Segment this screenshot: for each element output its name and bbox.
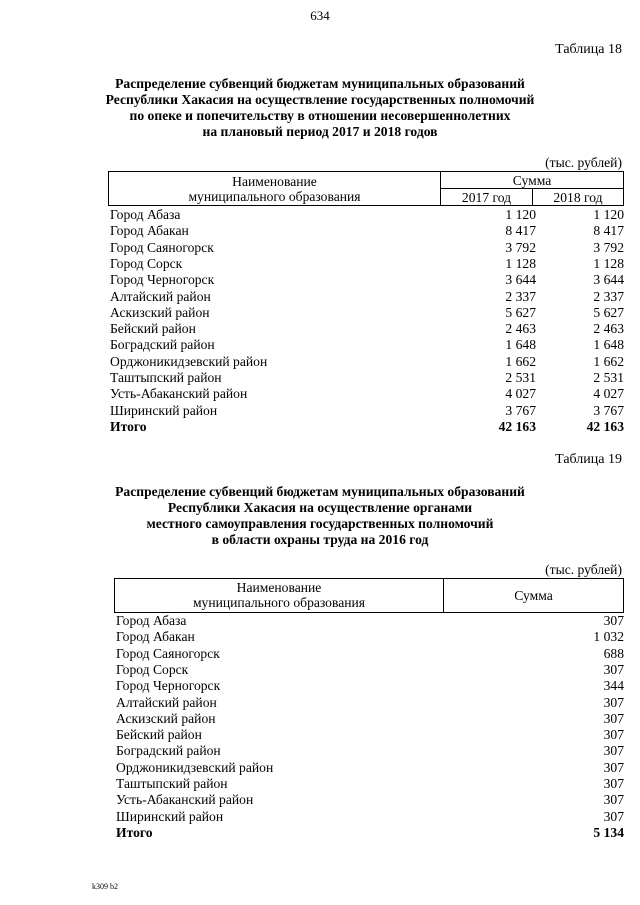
row-name: Город Саяногорск [110,239,214,255]
row-value: 307 [603,808,624,824]
row-name: Итого [110,418,147,434]
row-value-2017: 42 163 [498,418,536,434]
table19-top-rule [114,578,624,579]
table18-header-2018: 2018 год [553,190,603,205]
row-name: Итого [116,824,153,840]
row-value-2018: 1 120 [593,207,624,222]
row-name: Город Сорск [110,255,183,271]
table19-title-line: местного самоуправления государственных полномочий [146,516,494,531]
row-name: Боградский район [110,337,215,353]
table18-header-2017: 2017 год [461,190,512,205]
row-value-2017: 8 417 [505,223,536,239]
table19-title-line: в области охраны труда на 2016 год [211,532,429,547]
row-name: Бейский район [110,321,196,337]
row-value-2018: 3 792 [593,239,624,255]
table19-row [114,743,624,759]
row-value: 307 [603,613,624,628]
table19-row [114,662,624,678]
row-value-2018: 42 163 [586,418,624,434]
row-value-2018: 3 644 [593,272,624,288]
row-name: Город Абаза [116,613,187,628]
row-value: 5 134 [593,824,624,840]
table18-row [108,370,624,386]
header-name-line1: Наименование [232,174,317,189]
table19-row [114,809,624,825]
table19-header-sum: Сумма [514,588,553,603]
table18-header-name [109,174,440,204]
row-value: 1 032 [593,629,624,645]
table19-row [114,792,624,808]
row-value-2018: 3 767 [593,402,624,418]
table19-row [114,646,624,662]
table18-header-sum: Сумма [512,173,552,188]
row-value-2017: 1 648 [505,337,536,353]
row-name: Усть-Абаканский район [116,792,254,808]
table18-label: Таблица 18 [555,42,622,57]
table19-row [114,695,624,711]
row-value-2018: 1 662 [593,353,624,369]
row-value-2017: 4 027 [505,386,536,402]
table18-row [108,305,624,321]
row-value-2017: 1 662 [505,353,536,369]
row-name: Орджоникидзевский район [116,759,274,775]
table18-title-line: на плановый период 2017 и 2018 годов [202,124,438,139]
row-value: 307 [603,661,624,677]
row-value-2017: 2 531 [505,370,536,385]
table18-row [108,403,624,419]
table19-title [90,484,550,548]
table18-row [108,256,624,272]
header-name-line2: муниципального образования [188,189,361,204]
row-value-2017: 2 463 [505,321,536,337]
row-value-2017: 3 767 [505,402,536,418]
table19-total-row [114,825,624,841]
row-value-2018: 4 027 [593,386,624,402]
table19-right-border [623,578,624,613]
row-value: 307 [603,710,624,726]
row-value-2017: 1 120 [505,207,536,222]
table18-title-line: Республики Хакасия на осуществление государственных полномочий [105,92,535,107]
row-value-2018: 2 463 [593,321,624,337]
row-value: 307 [603,792,624,808]
row-value-2017: 3 792 [505,239,536,255]
row-name: Таштыпский район [116,776,228,791]
row-name: Боградский район [116,743,221,759]
row-value: 307 [603,759,624,775]
table19-row [114,678,624,694]
row-value-2018: 2 337 [593,288,624,304]
row-value-2018: 5 627 [593,304,624,320]
row-name: Город Саяногорск [116,645,220,661]
row-name: Город Абакан [116,629,195,645]
table19-units: (тыс. рублей) [545,562,622,577]
row-value-2017: 5 627 [505,304,536,320]
row-value: 688 [603,645,624,661]
row-value: 307 [603,694,624,710]
table18-title-line: по опеке и попечительству в отношении несовершеннолетних [129,108,511,123]
row-value-2017: 3 644 [505,272,536,288]
row-value: 344 [603,678,624,694]
page-number: 634 [310,8,330,23]
table18-row [108,272,624,288]
row-name: Таштыпский район [110,370,222,385]
table18-right-border [623,171,624,206]
table18-row [108,289,624,305]
row-name: Город Черногорск [116,678,221,694]
table18-row [108,354,624,370]
table18-title-line: Распределение субвенций бюджетам муниципальных образований [115,76,525,91]
table18-units: (тыс. рублей) [545,155,622,170]
table18-row [108,223,624,239]
footer-code: k309 b2 [92,882,118,891]
row-value: 307 [603,776,624,791]
table19-title-line: Распределение субвенций бюджетам муниципальных образований [115,484,525,499]
table18-total-row [108,419,624,435]
table18-row [108,240,624,256]
row-name: Ширинский район [116,808,224,824]
row-value-2017: 2 337 [505,288,536,304]
table18-header-bottom-rule [108,205,624,206]
row-name: Аскизский район [110,304,210,320]
table19-row [114,613,624,629]
row-name: Алтайский район [116,694,217,710]
row-value: 307 [603,743,624,759]
row-value: 307 [603,727,624,743]
row-name: Алтайский район [110,288,211,304]
row-value-2018: 1 128 [593,255,624,271]
table19-header-name [115,580,443,610]
table18-row [108,321,624,337]
row-name: Аскизский район [116,710,216,726]
table19-row [114,711,624,727]
row-value-2017: 1 128 [505,255,536,271]
table19-row [114,629,624,645]
row-name: Усть-Абаканский район [110,386,248,402]
table19-row [114,776,624,792]
row-name: Бейский район [116,727,202,743]
table18-row [108,337,624,353]
row-name: Город Абакан [110,223,189,239]
row-value-2018: 2 531 [593,370,624,385]
table19-title-line: Республики Хакасия на осуществление органами [167,500,473,515]
table18-title [90,76,550,140]
table19-row [114,760,624,776]
row-name: Город Абаза [110,207,181,222]
table18-row [108,207,624,223]
row-name: Орджоникидзевский район [110,353,268,369]
row-value-2018: 1 648 [593,337,624,353]
table19-row [114,727,624,743]
table18-top-rule [108,171,624,172]
row-name: Город Черногорск [110,272,215,288]
table19-label: Таблица 19 [555,452,622,467]
header-name-line2: муниципального образования [192,595,366,610]
table18-row [108,386,624,402]
header-name-line1: Наименование [236,580,322,595]
row-name: Город Сорск [116,661,189,677]
row-value-2018: 8 417 [593,223,624,239]
row-name: Ширинский район [110,402,218,418]
